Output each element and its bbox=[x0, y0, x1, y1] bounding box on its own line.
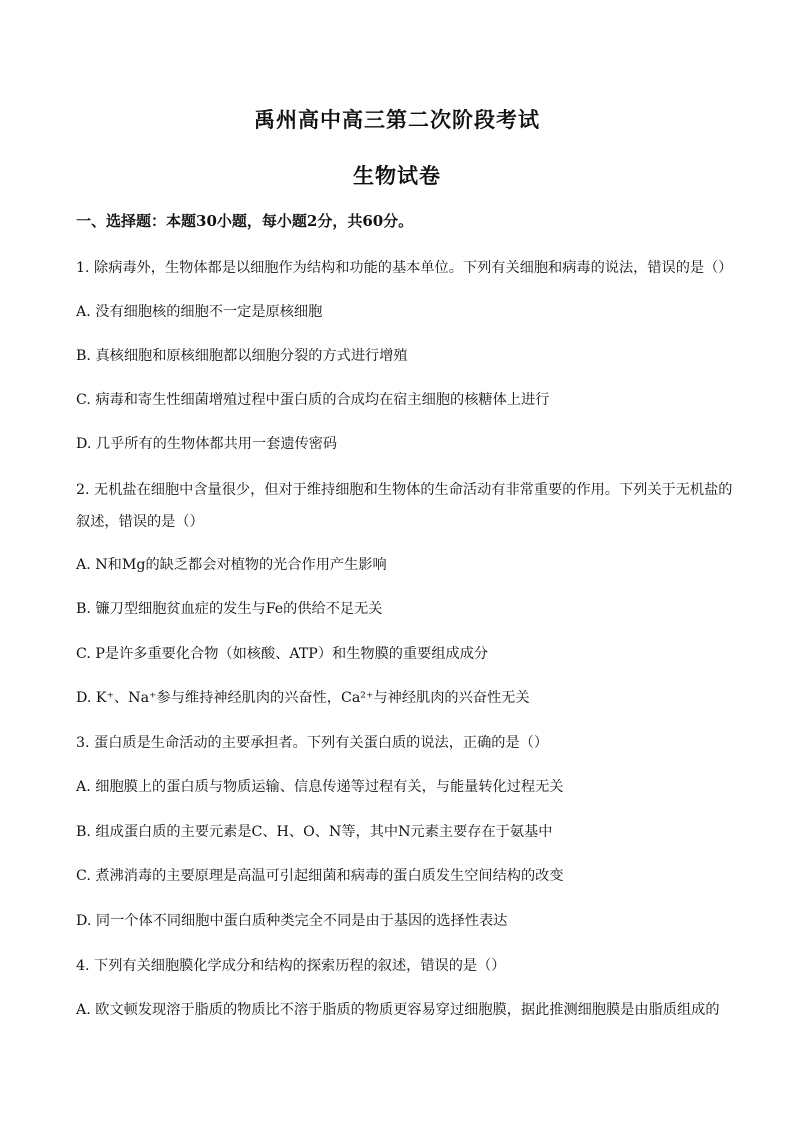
question-3-option-b: B. 组成蛋白质的主要元素是C、H、O、N等，其中N元素主要存在于氨基中 bbox=[76, 824, 553, 840]
question-1-option-d: D. 几乎所有的生物体都共用一套遗传密码 bbox=[76, 436, 338, 452]
question-4-stem: 4. 下列有关细胞膜化学成分和结构的探索历程的叙述，错误的是（） bbox=[76, 958, 506, 974]
page-subtitle: 生物试卷 bbox=[353, 163, 441, 188]
question-3-option-c: C. 煮沸消毒的主要原理是高温可引起细菌和病毒的蛋白质发生空间结构的改变 bbox=[76, 868, 564, 884]
question-3-option-d: D. 同一个体不同细胞中蛋白质种类完全不同是由于基因的选择性表达 bbox=[76, 913, 508, 929]
page-title: 禹州高中高三第二次阶段考试 bbox=[254, 107, 540, 132]
question-1-option-a: A. 没有细胞核的细胞不一定是原核细胞 bbox=[76, 304, 323, 320]
question-2-option-c: C. P是许多重要化合物（如核酸、ATP）和生物膜的重要组成成分 bbox=[76, 646, 489, 662]
question-2-option-d: D. K⁺、Na⁺参与维持神经肌肉的兴奋性，Ca²⁺与神经肌肉的兴奋性无关 bbox=[76, 690, 530, 706]
question-2-stem: 2. 无机盐在细胞中含量很少，但对于维持细胞和生物体的生命活动有非常重要的作用。下列关于无机盐的 bbox=[76, 482, 733, 498]
question-2-option-b: B. 镰刀型细胞贫血症的发生与Fe的供给不足无关 bbox=[76, 601, 383, 617]
section-heading: 一、选择题：本题30小题，每小题2分，共60分。 bbox=[76, 212, 414, 230]
question-3-option-a: A. 细胞膜上的蛋白质与物质运输、信息传递等过程有关，与能量转化过程无关 bbox=[76, 779, 564, 795]
question-1-stem: 1. 除病毒外，生物体都是以细胞作为结构和功能的基本单位。下列有关细胞和病毒的说法，错误的是（） bbox=[76, 260, 733, 276]
question-4-option-a: A. 欧文顿发现溶于脂质的物质比不溶于脂质的物质更容易穿过细胞膜，据此推测细胞膜是由脂质组成的 bbox=[76, 1002, 720, 1018]
question-2-option-a: A. N和Mg的缺乏都会对植物的光合作用产生影响 bbox=[76, 557, 387, 573]
question-1-option-b: B. 真核细胞和原核细胞都以细胞分裂的方式进行增殖 bbox=[76, 348, 408, 364]
question-1-option-c: C. 病毒和寄生性细菌增殖过程中蛋白质的合成均在宿主细胞的核糖体上进行 bbox=[76, 392, 550, 408]
question-2-stem-cont: 叙述，错误的是（） bbox=[76, 514, 204, 530]
question-3-stem: 3. 蛋白质是生命活动的主要承担者。下列有关蛋白质的说法，正确的是（） bbox=[76, 735, 549, 751]
